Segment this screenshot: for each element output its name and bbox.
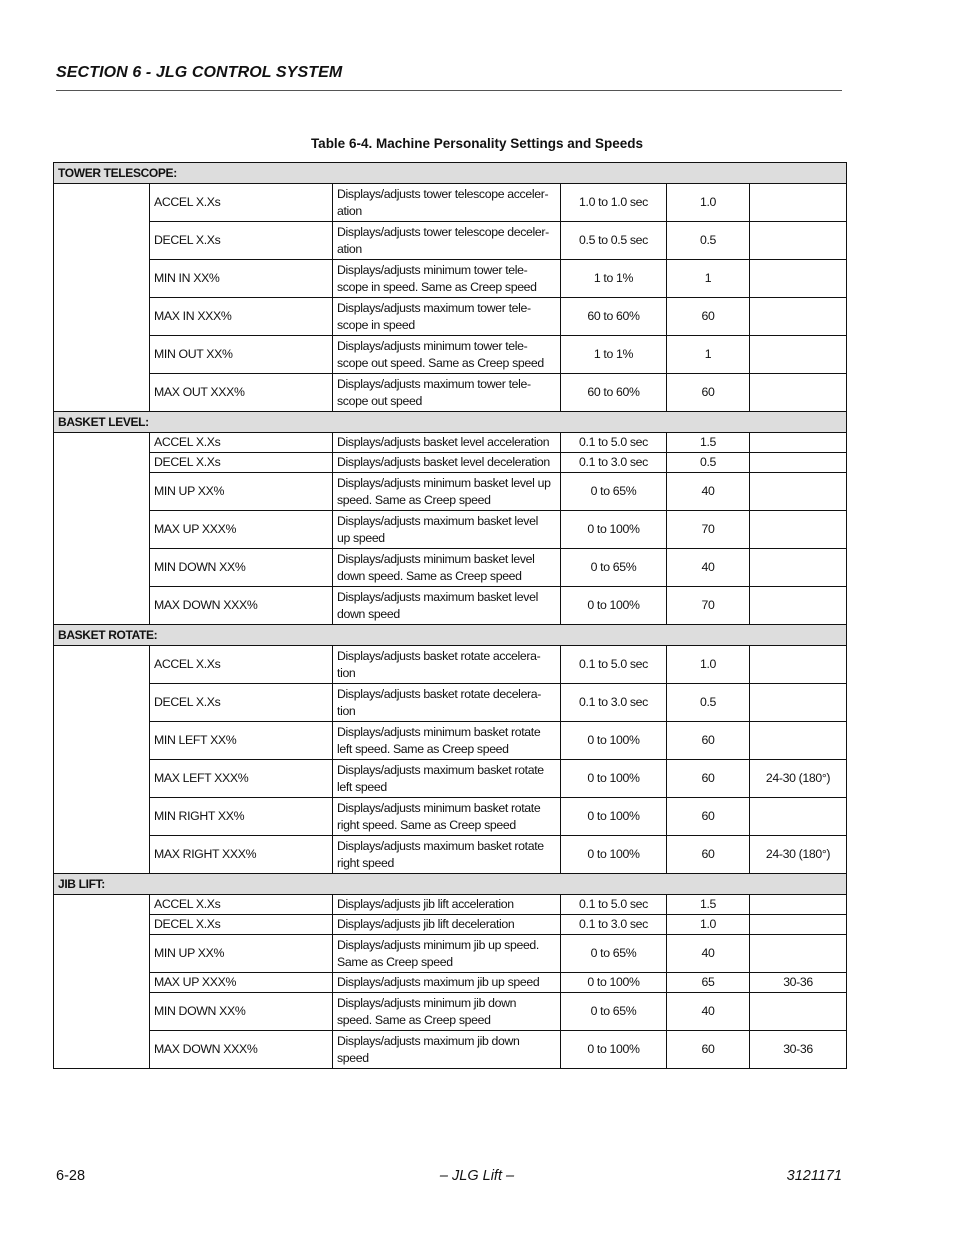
default-value-cell: 0.5 [667, 222, 750, 260]
description-line: right speed. Same as Creep speed [337, 817, 516, 832]
note-cell: 24-30 (180°) [750, 760, 847, 798]
default-value-cell: 65 [667, 973, 750, 993]
description-line: tion [337, 703, 356, 718]
setting-name-cell: DECEL X.Xs [150, 915, 333, 935]
description-line: Displays/adjusts maximum jib up speed [337, 975, 540, 989]
note-cell [750, 298, 847, 336]
group-label: BASKET ROTATE: [54, 625, 847, 646]
setting-description-cell [333, 374, 561, 412]
table-row [54, 915, 847, 935]
description-line: Displays/adjusts maximum tower tele- [337, 376, 531, 391]
description-line: Displays/adjusts basket level acceleration [337, 435, 550, 449]
setting-description-cell [333, 684, 561, 722]
setting-name-cell: ACCEL X.Xs [150, 895, 333, 915]
default-value-cell: 1 [667, 260, 750, 298]
description-line: Displays/adjusts basket level deceleration [337, 455, 550, 469]
note-cell [750, 993, 847, 1031]
description-line: Displays/adjusts maximum basket level [337, 513, 538, 528]
setting-name-cell: MIN OUT XX% [150, 336, 333, 374]
description-line: Displays/adjusts maximum jib down [337, 1033, 520, 1048]
description-line: Displays/adjusts maximum basket level [337, 589, 538, 604]
default-value-cell: 60 [667, 298, 750, 336]
default-value-cell: 60 [667, 760, 750, 798]
setting-name-cell: MIN IN XX% [150, 260, 333, 298]
description-line: Displays/adjusts basket rotate decelera- [337, 686, 542, 701]
setting-description-cell [333, 973, 561, 993]
description-line: Displays/adjusts tower telescope deceler- [337, 224, 549, 239]
setting-description-cell [333, 433, 561, 453]
note-cell [750, 336, 847, 374]
table-row [54, 298, 847, 336]
range-cell: 0 to 100% [561, 798, 667, 836]
group-header-row [54, 625, 847, 646]
group-header-row [54, 874, 847, 895]
setting-name-cell: MIN LEFT XX% [150, 722, 333, 760]
default-value-cell: 60 [667, 1031, 750, 1069]
table-row [54, 684, 847, 722]
section-title: SECTION 6 - JLG CONTROL SYSTEM [56, 64, 343, 81]
description-line: Displays/adjusts minimum basket level [337, 551, 535, 566]
range-cell: 0 to 100% [561, 722, 667, 760]
table-row [54, 260, 847, 298]
description-line: up speed [337, 530, 385, 545]
table-row [54, 722, 847, 760]
default-value-cell: 1.5 [667, 895, 750, 915]
group-label: TOWER TELESCOPE: [54, 163, 847, 184]
description-line: Displays/adjusts minimum basket rotate [337, 724, 541, 739]
default-value-cell: 1 [667, 336, 750, 374]
range-cell: 0 to 100% [561, 511, 667, 549]
setting-name-cell: MIN RIGHT XX% [150, 798, 333, 836]
table-row [54, 973, 847, 993]
setting-description-cell [333, 798, 561, 836]
setting-name-cell: MAX DOWN XXX% [150, 1031, 333, 1069]
range-cell: 0.1 to 3.0 sec [561, 684, 667, 722]
note-cell [750, 895, 847, 915]
note-cell [750, 511, 847, 549]
description-line: down speed [337, 606, 400, 621]
description-line: Displays/adjusts maximum basket rotate [337, 762, 544, 777]
setting-description-cell [333, 915, 561, 935]
setting-name-cell: DECEL X.Xs [150, 222, 333, 260]
setting-description-cell [333, 836, 561, 874]
group-header-row [54, 412, 847, 433]
setting-description-cell [333, 722, 561, 760]
default-value-cell: 60 [667, 836, 750, 874]
note-cell [750, 915, 847, 935]
table-row [54, 184, 847, 222]
setting-name-cell: MAX IN XXX% [150, 298, 333, 336]
description-line: Displays/adjusts minimum tower tele- [337, 338, 528, 353]
description-line: left speed. Same as Creep speed [337, 741, 509, 756]
default-value-cell: 40 [667, 935, 750, 973]
range-cell: 0.1 to 3.0 sec [561, 453, 667, 473]
range-cell: 60 to 60% [561, 374, 667, 412]
page-number: 6-28 [56, 1168, 86, 1184]
setting-name-cell: DECEL X.Xs [150, 453, 333, 473]
description-line: Displays/adjusts basket rotate accelera- [337, 648, 541, 663]
table-row [54, 895, 847, 915]
note-cell [750, 473, 847, 511]
range-cell: 0.1 to 5.0 sec [561, 433, 667, 453]
footer-center-text: – JLG Lift – [439, 1168, 515, 1184]
description-line: right speed [337, 855, 394, 870]
description-line: left speed [337, 779, 387, 794]
description-line: ation [337, 203, 362, 218]
setting-description-cell [333, 222, 561, 260]
group-spacer-cell [54, 184, 150, 412]
note-cell: 24-30 (180°) [750, 836, 847, 874]
range-cell: 1 to 1% [561, 260, 667, 298]
header-rule [56, 90, 842, 91]
description-line: Displays/adjusts jib lift acceleration [337, 897, 514, 911]
default-value-cell: 1.0 [667, 646, 750, 684]
description-line: Displays/adjusts jib lift deceleration [337, 917, 515, 931]
setting-description-cell [333, 1031, 561, 1069]
range-cell: 0.1 to 3.0 sec [561, 915, 667, 935]
range-cell: 0.1 to 5.0 sec [561, 646, 667, 684]
setting-name-cell: MIN DOWN XX% [150, 993, 333, 1031]
personality-settings-table [53, 162, 847, 1069]
setting-name-cell: MAX LEFT XXX% [150, 760, 333, 798]
setting-description-cell [333, 935, 561, 973]
note-cell [750, 260, 847, 298]
default-value-cell: 0.5 [667, 453, 750, 473]
range-cell: 0 to 100% [561, 760, 667, 798]
table-row [54, 453, 847, 473]
table-row [54, 836, 847, 874]
description-line: tion [337, 665, 356, 680]
table-row [54, 587, 847, 625]
default-value-cell: 70 [667, 511, 750, 549]
default-value-cell: 40 [667, 993, 750, 1031]
description-line: down speed. Same as Creep speed [337, 568, 522, 583]
description-line: scope out speed. Same as Creep speed [337, 355, 544, 370]
setting-name-cell: MAX RIGHT XXX% [150, 836, 333, 874]
description-line: Displays/adjusts minimum basket rotate [337, 800, 541, 815]
description-line: Displays/adjusts minimum basket level up [337, 475, 551, 490]
setting-name-cell: MAX DOWN XXX% [150, 587, 333, 625]
range-cell: 1 to 1% [561, 336, 667, 374]
table-row [54, 993, 847, 1031]
setting-name-cell: MAX UP XXX% [150, 511, 333, 549]
description-line: Displays/adjusts tower telescope acceler- [337, 186, 549, 201]
setting-description-cell [333, 646, 561, 684]
description-line: scope out speed [337, 393, 422, 408]
note-cell [750, 222, 847, 260]
table-row [54, 222, 847, 260]
default-value-cell: 40 [667, 549, 750, 587]
range-cell: 0 to 100% [561, 836, 667, 874]
description-line: scope in speed. Same as Creep speed [337, 279, 537, 294]
default-value-cell: 1.0 [667, 184, 750, 222]
default-value-cell: 60 [667, 374, 750, 412]
table-row [54, 549, 847, 587]
setting-description-cell [333, 298, 561, 336]
table-row [54, 1031, 847, 1069]
note-cell [750, 798, 847, 836]
default-value-cell: 40 [667, 473, 750, 511]
note-cell [750, 549, 847, 587]
setting-description-cell [333, 993, 561, 1031]
range-cell: 0 to 65% [561, 993, 667, 1031]
table-row [54, 374, 847, 412]
table-body [54, 163, 847, 1069]
note-cell [750, 184, 847, 222]
setting-name-cell: MAX OUT XXX% [150, 374, 333, 412]
table-row [54, 336, 847, 374]
table-row [54, 646, 847, 684]
range-cell: 0 to 100% [561, 973, 667, 993]
document-number: 3121171 [786, 1168, 842, 1184]
description-line: Displays/adjusts maximum basket rotate [337, 838, 544, 853]
default-value-cell: 1.5 [667, 433, 750, 453]
setting-description-cell [333, 587, 561, 625]
group-label: BASKET LEVEL: [54, 412, 847, 433]
default-value-cell: 1.0 [667, 915, 750, 935]
range-cell: 0.1 to 5.0 sec [561, 895, 667, 915]
table-row [54, 473, 847, 511]
description-line: Same as Creep speed [337, 954, 453, 969]
range-cell: 0.5 to 0.5 sec [561, 222, 667, 260]
range-cell: 0 to 65% [561, 549, 667, 587]
range-cell: 0 to 100% [561, 587, 667, 625]
note-cell [750, 935, 847, 973]
note-cell: 30-36 [750, 973, 847, 993]
setting-name-cell: MAX UP XXX% [150, 973, 333, 993]
range-cell: 0 to 65% [561, 935, 667, 973]
default-value-cell: 0.5 [667, 684, 750, 722]
range-cell: 1.0 to 1.0 sec [561, 184, 667, 222]
range-cell: 60 to 60% [561, 298, 667, 336]
note-cell: 30-36 [750, 1031, 847, 1069]
setting-name-cell: MIN UP XX% [150, 935, 333, 973]
setting-name-cell: MIN UP XX% [150, 473, 333, 511]
table-caption: Table 6-4. Machine Personality Settings and Speeds [310, 136, 644, 151]
table-row [54, 433, 847, 453]
description-line: speed. Same as Creep speed [337, 492, 491, 507]
range-cell: 0 to 100% [561, 1031, 667, 1069]
group-spacer-cell [54, 646, 150, 874]
description-line: scope in speed [337, 317, 415, 332]
description-line: Displays/adjusts minimum jib up speed. [337, 937, 539, 952]
note-cell [750, 453, 847, 473]
table-row [54, 798, 847, 836]
setting-description-cell [333, 473, 561, 511]
note-cell [750, 684, 847, 722]
note-cell [750, 433, 847, 453]
setting-description-cell [333, 549, 561, 587]
setting-description-cell [333, 184, 561, 222]
setting-name-cell: MIN DOWN XX% [150, 549, 333, 587]
default-value-cell: 60 [667, 798, 750, 836]
setting-description-cell [333, 895, 561, 915]
description-line: Displays/adjusts minimum tower tele- [337, 262, 528, 277]
setting-name-cell: ACCEL X.Xs [150, 646, 333, 684]
setting-name-cell: DECEL X.Xs [150, 684, 333, 722]
setting-name-cell: ACCEL X.Xs [150, 433, 333, 453]
note-cell [750, 722, 847, 760]
description-line: Displays/adjusts minimum jib down [337, 995, 517, 1010]
description-line: speed. Same as Creep speed [337, 1012, 491, 1027]
table-row [54, 760, 847, 798]
setting-description-cell [333, 336, 561, 374]
description-line: Displays/adjusts maximum tower tele- [337, 300, 531, 315]
group-spacer-cell [54, 433, 150, 625]
setting-description-cell [333, 511, 561, 549]
setting-description-cell [333, 453, 561, 473]
range-cell: 0 to 65% [561, 473, 667, 511]
group-spacer-cell [54, 895, 150, 1069]
table-row [54, 511, 847, 549]
setting-description-cell [333, 760, 561, 798]
note-cell [750, 646, 847, 684]
note-cell [750, 374, 847, 412]
setting-description-cell [333, 260, 561, 298]
description-line: speed [337, 1050, 369, 1065]
group-header-row [54, 163, 847, 184]
note-cell [750, 587, 847, 625]
table-row [54, 935, 847, 973]
setting-name-cell: ACCEL X.Xs [150, 184, 333, 222]
description-line: ation [337, 241, 362, 256]
default-value-cell: 70 [667, 587, 750, 625]
group-label: JIB LIFT: [54, 874, 847, 895]
default-value-cell: 60 [667, 722, 750, 760]
